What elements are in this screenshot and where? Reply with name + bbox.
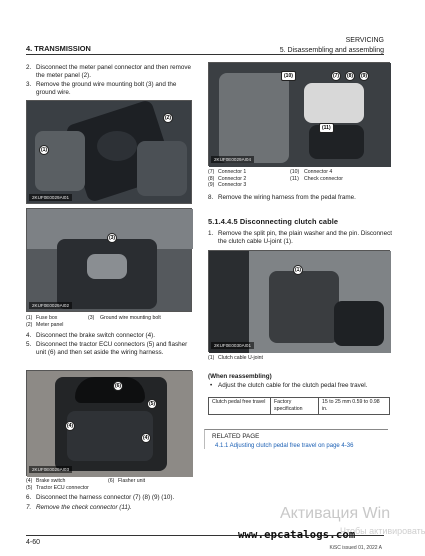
figure-caption-4: (7) Connector 1 (10) Connector 4 (8) Connector 2 (11) Check connector (9) Connector 3 <box>208 169 343 189</box>
step-number: 5. <box>26 341 32 348</box>
callout-10: (10) <box>281 71 296 81</box>
header-divider <box>26 54 384 55</box>
related-page <box>204 429 388 449</box>
figure-code: 2KUF0E0030AI01 <box>211 342 254 349</box>
step-text: Remove the ground wire mounting bolt (3) and the ground wire. <box>36 81 177 97</box>
step-number: 7. <box>26 504 32 511</box>
figure-code: 2KUF0E0029AI04 <box>211 156 254 163</box>
figure-code: 2KUF0E0029AI02 <box>29 302 72 309</box>
header-section-left: 4. TRANSMISSION <box>26 44 91 53</box>
callout-5: (5) <box>148 401 156 407</box>
callout-2: (2) <box>164 115 172 121</box>
step-3 <box>26 81 194 98</box>
header-servicing: SERVICING <box>345 37 384 44</box>
callout-4b: (4) <box>142 435 150 441</box>
bullet-mark: • <box>210 382 213 389</box>
related-heading: RELATED PAGE <box>212 433 260 440</box>
figure-caption-5: (1) Clutch cable U-joint <box>208 355 263 361</box>
step-4 <box>26 332 194 340</box>
step-text: Disconnect the brake switch connector (4). <box>36 332 155 339</box>
figure-clutch-cable <box>208 250 390 352</box>
issued-label: KiSC issued 01, 2022 A <box>329 545 382 551</box>
step-text: Disconnect the tractor ECU connectors (5) and flasher unit (6) and then set aside the wiring harness. <box>36 341 188 357</box>
callout-4: (4) <box>66 423 74 429</box>
spec-label: Clutch pedal free travel <box>209 398 271 415</box>
step-2 <box>26 64 194 81</box>
step-text: Remove the check connector (11). <box>36 504 132 511</box>
step-5 <box>26 341 194 358</box>
figure-ecu-flasher <box>26 370 192 476</box>
step-number: 2. <box>26 64 32 71</box>
header-section-right <box>280 36 384 55</box>
step-8 <box>208 194 392 202</box>
step-number: 4. <box>26 332 32 339</box>
callout-7: (7) <box>332 73 340 79</box>
figure-code: 2KUF0E0029AI01 <box>29 194 72 201</box>
clutch-step-1 <box>208 230 392 247</box>
website-watermark: www.epcatalogs.com <box>238 529 356 541</box>
section-title: 5.1.4.4.5 Disconnecting clutch cable <box>208 217 339 226</box>
callout-11: (11) <box>319 123 334 133</box>
activation-watermark-sub: Чтобы активировать <box>340 526 425 536</box>
figure-ground-wire <box>26 208 192 312</box>
reassembling-bullet <box>208 382 392 390</box>
spec-table <box>208 397 390 415</box>
step-number: 1. <box>208 230 214 237</box>
callout-6: (6) <box>114 383 122 389</box>
figure-caption-3: (4) Brake switch (6) Flasher unit (5) Tractor ECU connector <box>26 478 146 491</box>
step-text: Disconnect the meter panel connector and then remove the meter panel (2). <box>36 64 192 80</box>
figure-code: 2KUF0E0029AI03 <box>29 466 72 473</box>
step-number: 6. <box>26 494 32 501</box>
step-7 <box>26 504 194 512</box>
callout-1: (1) <box>40 147 48 153</box>
step-text: Disconnect the harness connector (7) (8) (9) (10). <box>36 494 175 501</box>
reassembling-heading: (When reassembling) <box>208 373 272 380</box>
header-subsection: 5. Disassembling and assembling <box>279 46 384 54</box>
figure-harness-connectors <box>208 62 390 166</box>
callout-9: (9) <box>360 73 368 79</box>
spec-type: Factory specification <box>271 398 319 415</box>
figure-caption-1-2: (1) Fuse box (3) Ground wire mounting bolt (2) Meter panel <box>26 315 161 328</box>
step-number: 3. <box>26 81 32 88</box>
page-number: 4-60 <box>26 539 41 546</box>
callout-1: (1) <box>294 267 302 273</box>
related-link[interactable]: 4.1.1 Adjusting clutch pedal free travel on page 4-36 <box>215 443 354 449</box>
step-text: Remove the split pin, the plain washer and the pin. Disconnect the clutch cable U-joint (1). <box>218 230 392 246</box>
step-number: 8. <box>208 194 214 201</box>
activation-watermark: Активация Win <box>280 505 391 522</box>
callout-3: (3) <box>108 235 116 241</box>
callout-8: (8) <box>346 73 354 79</box>
figure-meter-panel <box>26 100 192 204</box>
bullet-text: Adjust the clutch cable for the clutch pedal free travel. <box>218 382 368 389</box>
step-text: Remove the wiring harness from the pedal frame. <box>218 194 356 201</box>
spec-value: 15 to 25 mm 0.59 to 0.98 in. <box>319 398 390 415</box>
step-6 <box>26 494 194 502</box>
